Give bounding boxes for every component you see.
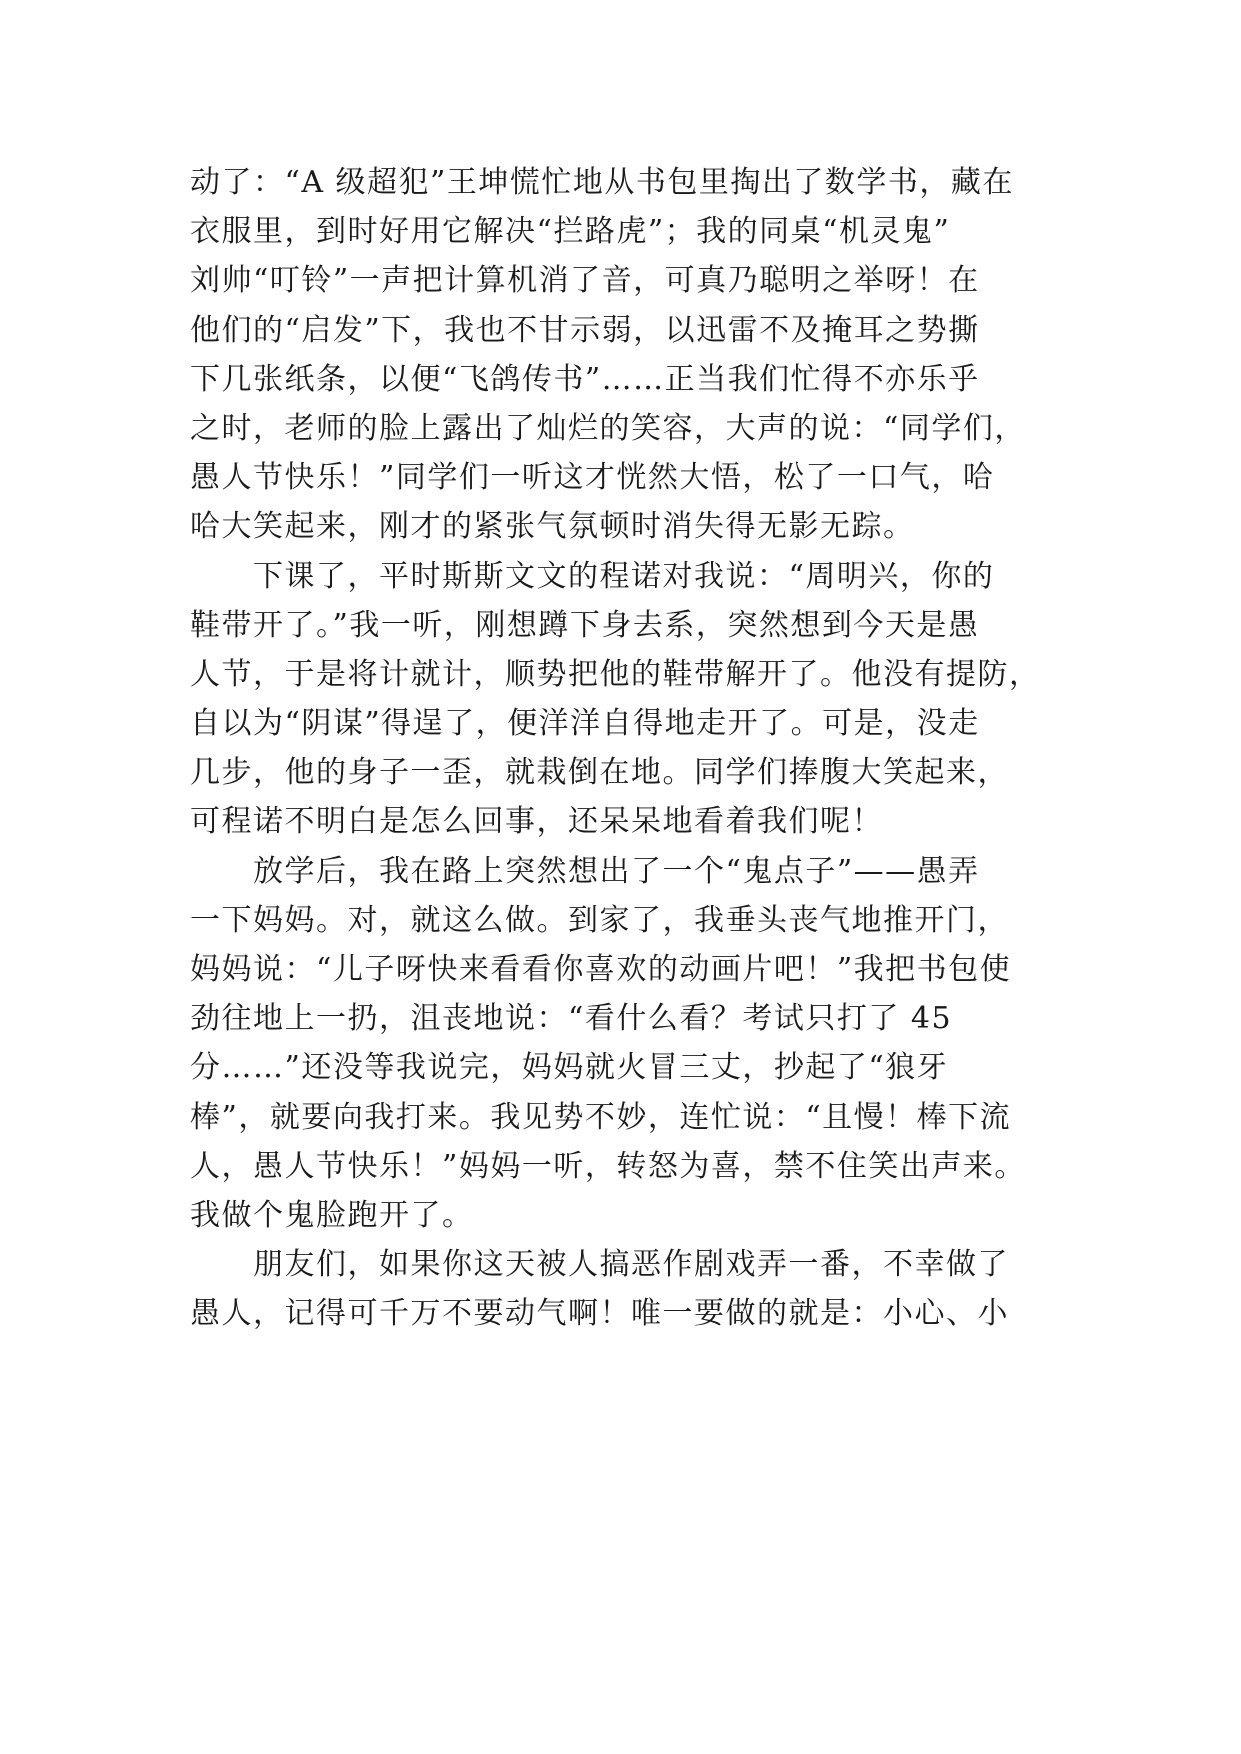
text-line: 鞋带开了。”我一听，刚想蹲下身去系，突然想到今天是愚 — [190, 607, 980, 643]
text-line: 人，愚人节快乐！”妈妈一听，转怒为喜，禁不住笑出声来。 — [190, 1148, 1026, 1184]
text-line: 动了：“A 级超犯”王坤慌忙地从书包里掏出了数学书，藏在 — [190, 165, 1014, 200]
text-line: 之时，老师的脸上露出了灿烂的笑容，大声的说：“同学们， — [190, 410, 1026, 446]
text-line: 人节，于是将计就计，顺势把他的鞋带解开了。他没有提防， — [190, 656, 1041, 692]
text-line: 分……”还没等我说完，妈妈就火冒三丈，抄起了“狼牙 — [190, 1050, 949, 1086]
text-line: 衣服里，到时好用它解决“拦路虎”；我的同桌“机灵鬼” — [190, 214, 951, 250]
text-line: 愚人节快乐！”同学们一听这才恍然大悟，松了一口气，哈 — [190, 460, 995, 496]
text-line: 一下妈妈。对，就这么做。到家了，我垂头丧气地推开门， — [190, 902, 1009, 938]
text-line: 棒”，就要向我打来。我见势不妙，连忙说：“且慢！棒下流 — [190, 1099, 1012, 1135]
text-line: 他们的“启发”下，我也不甘示弱，以迅雷不及掩耳之势撕 — [190, 312, 980, 348]
text-line: 我做个鬼脸跑开了。 — [190, 1197, 474, 1233]
text-line: 几步，他的身子一歪，就栽倒在地。同学们捧腹大笑起来， — [190, 755, 1009, 791]
text-line: 劲往地上一扔，沮丧地说：“看什么看？考试只打了 45 — [190, 1001, 953, 1037]
essay-body — [190, 158, 1070, 1339]
text-line: 下课了，平时斯斯文文的程诺对我说：“周明兴，你的 — [190, 558, 995, 594]
text-line: 刘帅“叮铃”一声把计算机消了音，可真乃聪明之举呀！在 — [190, 263, 980, 299]
text-line: 愚人，记得可千万不要动气啊！唯一要做的就是：小心、小 — [190, 1296, 1009, 1332]
text-line: 自以为“阴谋”得逞了，便洋洋自得地走开了。可是，没走 — [190, 706, 980, 742]
text-line: 下几张纸条，以便“飞鸽传书”……正当我们忙得不亦乐乎 — [190, 361, 980, 397]
text-line: 妈妈说：“儿子呀快来看看你喜欢的动画片吧！”我把书包使 — [190, 952, 1012, 987]
text-line: 可程诺不明白是怎么回事，还呆呆地看着我们呢！ — [190, 804, 883, 840]
text-line: 哈大笑起来，刚才的紧张气氛顿时消失得无影无踪。 — [190, 509, 915, 545]
text-line: 朋友们，如果你这天被人搞恶作剧戏弄一番，不幸做了 — [190, 1247, 1009, 1283]
text-line: 放学后，我在路上突然想出了一个“鬼点子”——愚弄 — [190, 853, 980, 889]
